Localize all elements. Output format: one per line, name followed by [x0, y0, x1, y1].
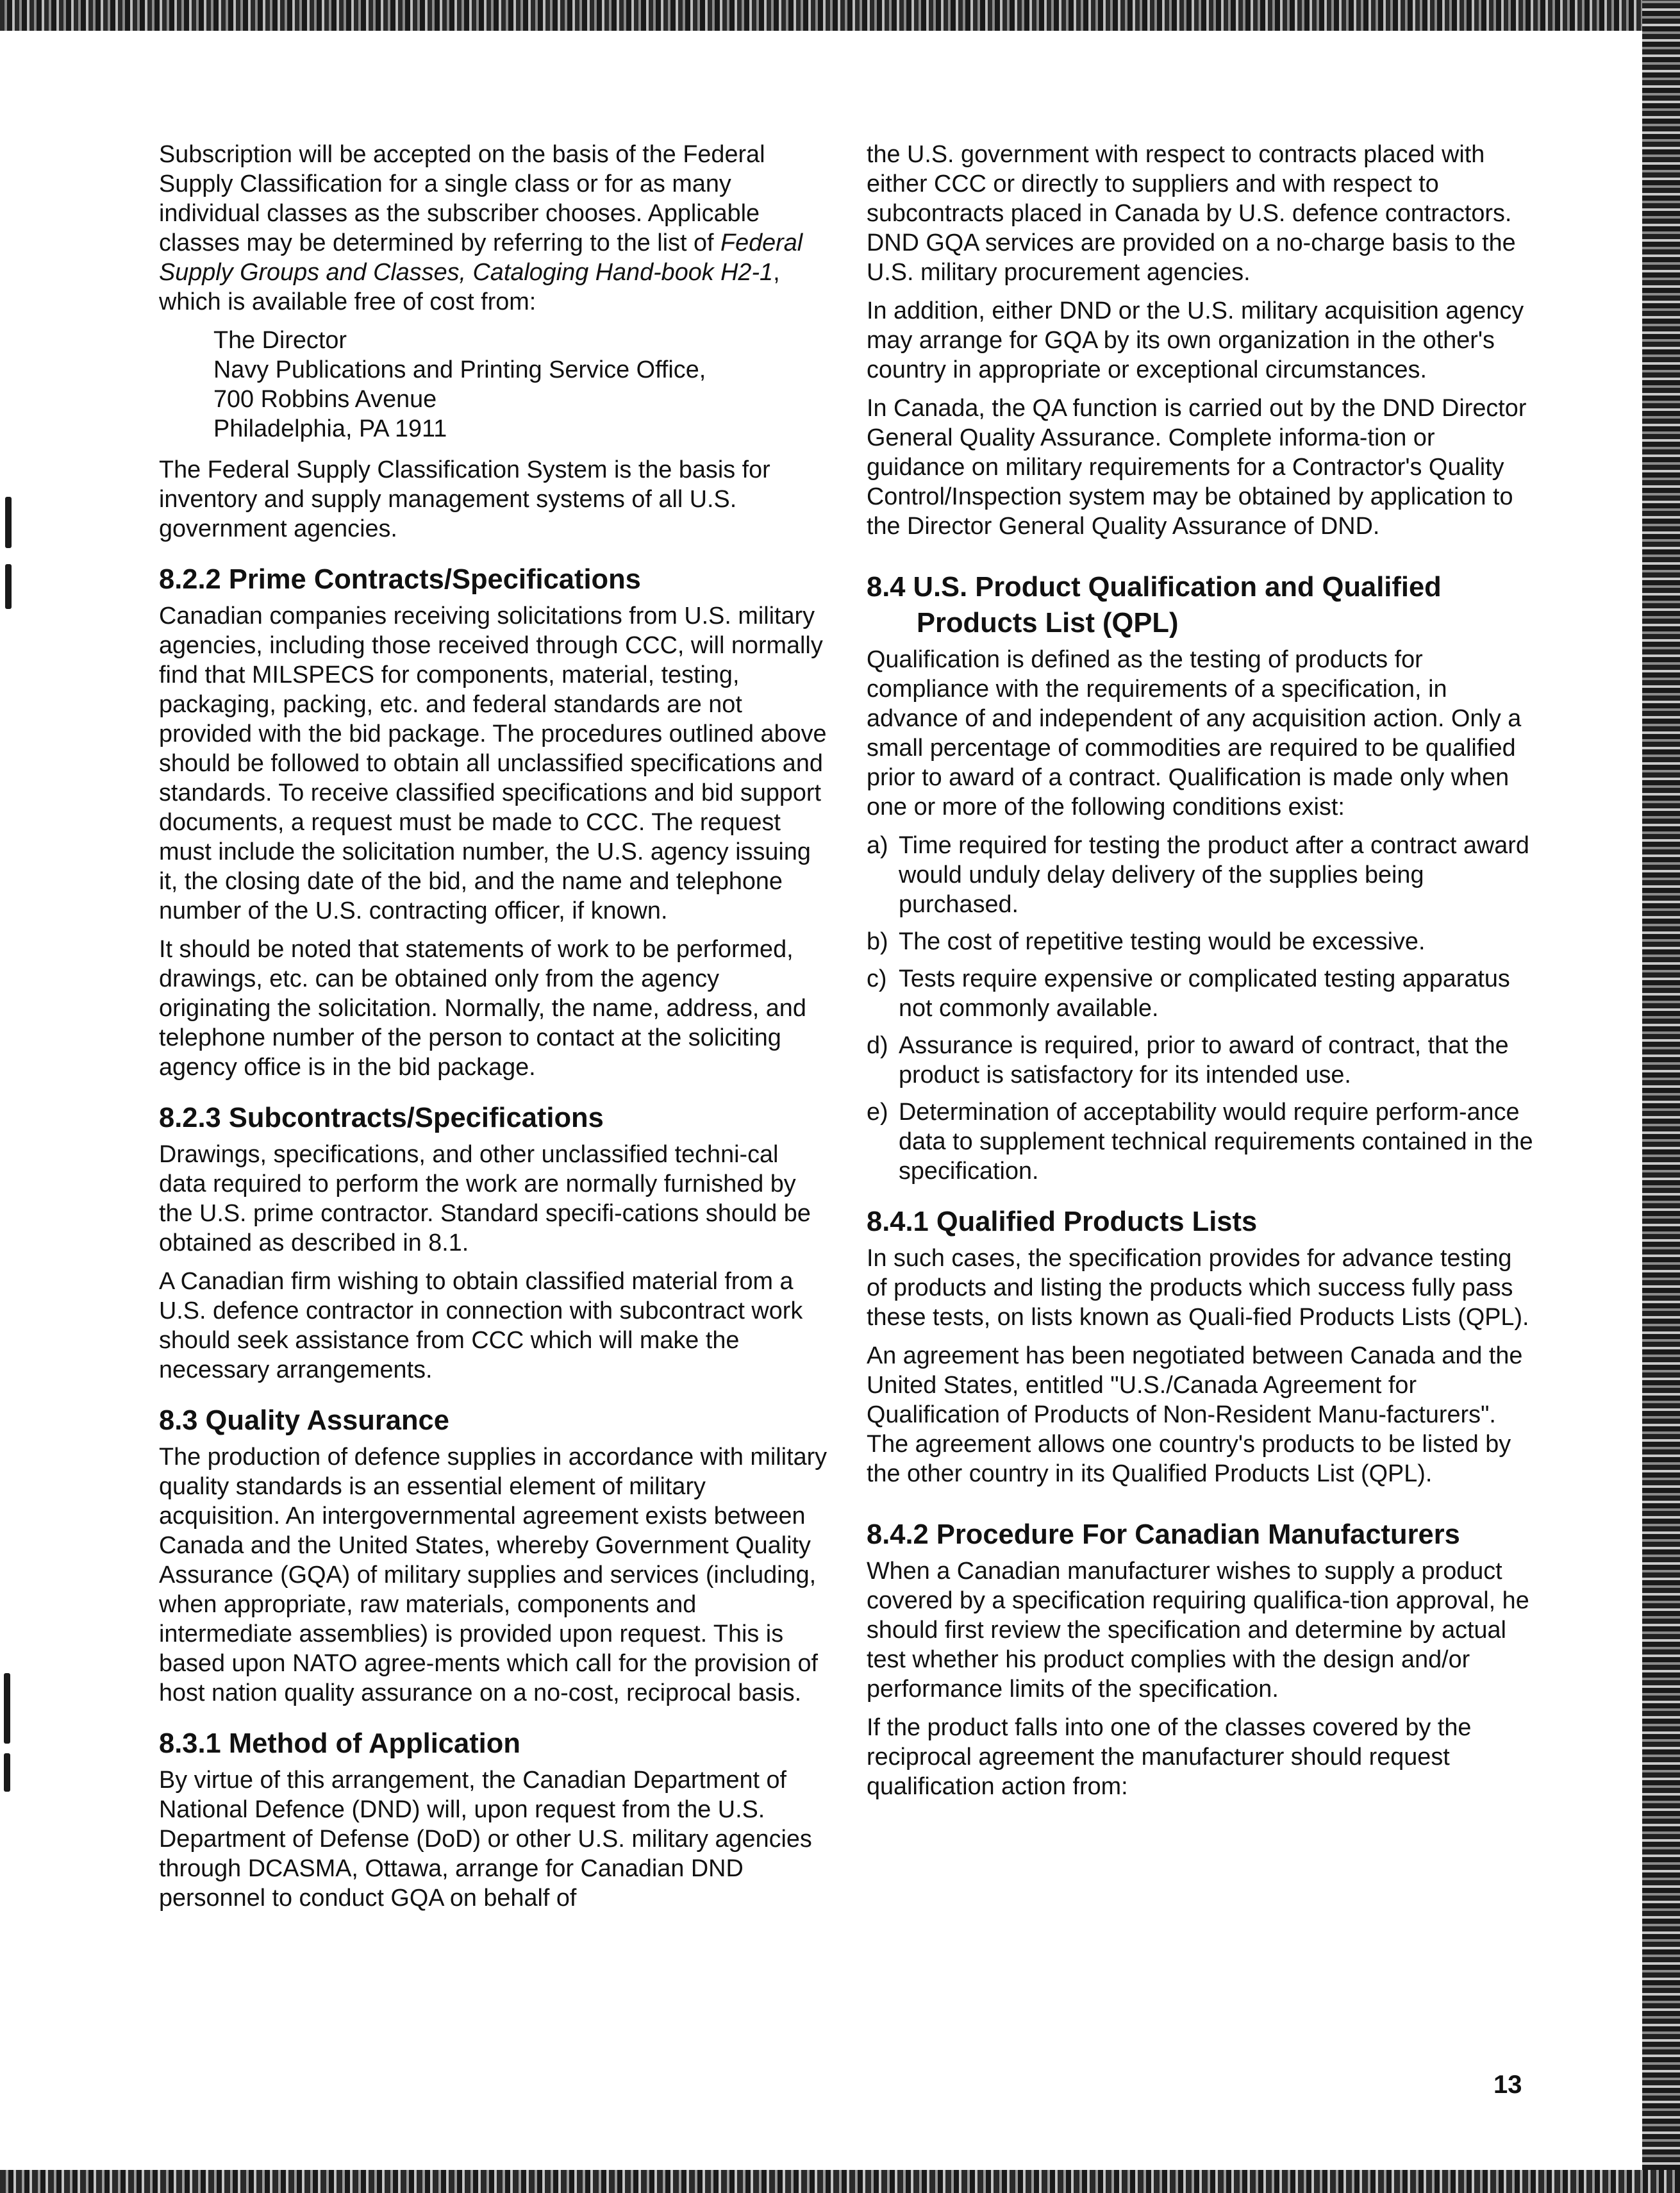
section-heading-8-4: 8.4 U.S. Product Qualification and Qualified Products List (QPL) [867, 572, 1442, 638]
paragraph: By virtue of this arrangement, the Canadian Department of National Defence (DND) will, upon request from the U.S. Department of Defense (DoD) or other U.S. military agencies through DCASMA, Ottawa, arrange for Canadian DND personnel to conduct GQA on behalf of [159, 1767, 812, 1912]
list-item [867, 927, 1536, 956]
paragraph: It should be noted that statements of work to be performed, drawings, etc. can be obtained only from the agency originating the solicitation. Normally, the name, address, and telephone number of the person to contact at the soliciting agency office is in the bid package. [159, 936, 806, 1081]
paragraph: The production of defence supplies in accordance with military quality standards is an essential element of military acquisition. An intergovernmental agreement exists between Canada and the United States, whereby Government Quality Assurance (GQA) of military supplies and services (including, when appropriate, raw materials, components and intermediate assemblies) is provided upon request. This is based upon NATO agree-ments which call for the provision of host nation quality assurance on a no-cost, reciprocal basis. [159, 1444, 828, 1706]
list-item [867, 1031, 1536, 1090]
paragraph: If the product falls into one of the classes covered by the reciprocal agreement the manufacturer should request qualification action from: [867, 1714, 1472, 1800]
section-heading-8-2-3: 8.2.3 Subcontracts/Specifications [159, 1103, 604, 1133]
section-heading-8-4-1: 8.4.1 Qualified Products Lists [867, 1206, 1258, 1237]
scan-edge-top [0, 0, 1680, 31]
right-column [867, 140, 1536, 1810]
list-item-label: d) [867, 1032, 888, 1059]
list-item-label: c) [867, 965, 887, 992]
section-heading-8-3: 8.3 Quality Assurance [159, 1405, 449, 1436]
section-heading-8-4-2: 8.4.2 Procedure For Canadian Manufacturers [867, 1519, 1460, 1550]
list-item-text: Determination of acceptability would require perform-ance data to supplement technical requirements contained in the specification. [899, 1099, 1533, 1185]
left-column [159, 140, 829, 1922]
intro-tail: , which is available free of cost from: [159, 259, 780, 315]
address-line: Philadelphia, PA 1911 [213, 415, 447, 442]
address-line: The Director [213, 327, 347, 354]
binder-mark [4, 1753, 10, 1792]
section-heading-8-2-2: 8.2.2 Prime Contracts/Specifications [159, 564, 641, 595]
binder-mark [5, 497, 12, 548]
scan-edge-right [1642, 0, 1680, 2193]
list-item [867, 831, 1536, 919]
paragraph: When a Canadian manufacturer wishes to supply a product covered by a specification requiring qualifica-tion approval, he should first review the specification and determine by actual test whether his product complies with the design and/or performance limits of the specification. [867, 1558, 1529, 1703]
paragraph: A Canadian firm wishing to obtain classified material from a U.S. defence contractor in connection with subcontract work should seek assistance from CCC which will make the necessary arrangements. [159, 1268, 803, 1383]
intro-lead: Subscription will be accepted on the basis of the Federal Supply Classification for a single class or for as many individual classes as the subscriber chooses. Applicable classes may be determined by referring to the list of [159, 141, 765, 256]
list-item [867, 1097, 1536, 1186]
list-item-label: a) [867, 832, 888, 859]
address-line: 700 Robbins Avenue [213, 386, 437, 413]
list-item-text: The cost of repetitive testing would be excessive. [899, 928, 1426, 955]
list-item-label: b) [867, 928, 888, 955]
page-number: 13 [1493, 2071, 1522, 2099]
list-item-text: Assurance is required, prior to award of contract, that the product is satisfactory for its intended use. [899, 1032, 1509, 1088]
binder-mark [4, 1673, 10, 1744]
scan-edge-bottom [0, 2170, 1680, 2193]
paragraph: Drawings, specifications, and other unclassified techni-cal data required to perform the work are normally furnished by the U.S. prime contractor. Standard specifi-cations should be obtained as described in 8.1. [159, 1141, 811, 1256]
paragraph: Qualification is defined as the testing of products for compliance with the requirements of a specification, in advance of and independent of any acquisition action. Only a small percentage of commodities are required to be qualified prior to award of a contract. Qualification is made only when one or more of the following conditions exist: [867, 646, 1522, 821]
paragraph: In Canada, the QA function is carried out by the DND Director General Quality Assurance. Complete informa-tion or guidance on military requirements for a Contractor's Quality Control/Inspection system may be obtained by application to the Director General Quality Assurance of DND. [867, 395, 1527, 540]
paragraph: An agreement has been negotiated between Canada and the United States, entitled "U.S./Canada Agreement for Qualification of Products of Non-Resident Manu-facturers". The agreement allows one country's products to be listed by the other country in its Qualified Products List (QPL). [867, 1342, 1523, 1487]
fsc-paragraph: The Federal Supply Classification System is the basis for inventory and supply management systems of all U.S. government agencies. [159, 456, 770, 542]
list-item-text: Time required for testing the product after a contract award would unduly delay delivery of the supplies being purchased. [899, 832, 1529, 918]
paragraph: the U.S. government with respect to contracts placed with either CCC or directly to suppliers and with respect to subcontracts placed in Canada by U.S. defence contractors. DND GQA services are provided on a no-charge basis to the U.S. military procurement agencies. [867, 141, 1516, 286]
intro-paragraph [159, 140, 829, 317]
list-item-text: Tests require expensive or complicated testing apparatus not commonly available. [899, 965, 1510, 1022]
address-line: Navy Publications and Printing Service Office, [213, 356, 706, 383]
binder-mark [5, 564, 12, 609]
list-item-label: e) [867, 1099, 888, 1126]
handbook-title: Federal Supply Groups and Classes, Cataloging Hand-book H2-1 [159, 229, 803, 286]
conditions-list [867, 831, 1536, 1186]
mailing-address [213, 326, 829, 444]
paragraph: In such cases, the specification provides for advance testing of products and listing the products which success fully pass these tests, on lists known as Quali-fied Products Lists (QPL). [867, 1245, 1529, 1331]
paragraph: In addition, either DND or the U.S. military acquisition agency may arrange for GQA by its own organization in the other's country in appropriate or exceptional circumstances. [867, 297, 1524, 383]
section-heading-8-3-1: 8.3.1 Method of Application [159, 1728, 520, 1759]
list-item [867, 964, 1536, 1023]
paragraph: Canadian companies receiving solicitations from U.S. military agencies, including those received through CCC, will normally find that MILSPECS for components, material, testing, packaging, packing, etc. and federal standards are not provided with the bid package. The procedures outlined above should be followed to obtain all unclassified specifications and standards. To receive classified specifications and bid support documents, a request must be made to CCC. The request must include the solicitation number, the U.S. agency issuing it, the closing date of the bid, and the name and telephone number of the U.S. contracting officer, if known. [159, 603, 827, 924]
